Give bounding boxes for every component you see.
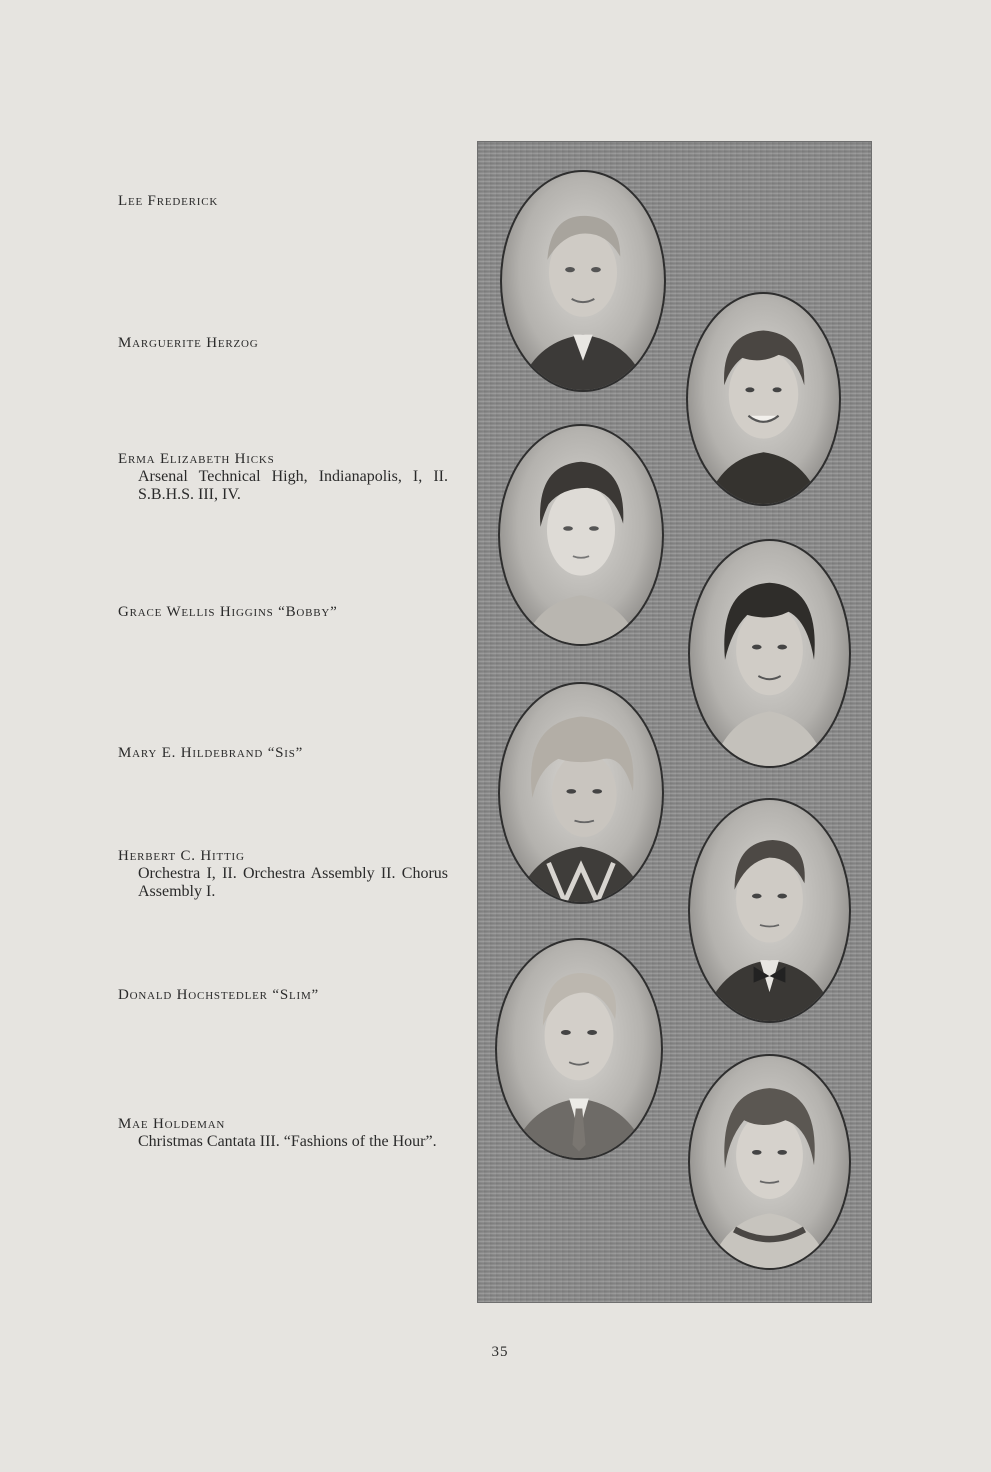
entry-grace-wellis-higgins [118,604,448,621]
portrait-mary-e-hildebrand [498,682,664,904]
student-activities: Orchestra I, II. Orchestra Assembly II. Chorus Assembly I. [138,865,448,900]
student-name: Donald Hochstedler “Slim” [118,987,319,1003]
entry-erma-elizabeth-hicks [118,451,448,504]
portrait-herbert-c-hittig [688,798,851,1023]
portrait-lee-frederick [500,170,666,392]
portrait-grace-wellis-higgins [688,539,851,768]
entry-lee-frederick [118,193,448,210]
student-name: Marguerite Herzog [118,335,259,351]
student-name: Mae Holdeman [118,1116,226,1132]
student-name: Mary E. Hildebrand “Sis” [118,745,304,761]
student-name: Lee Frederick [118,193,219,209]
page-number: 35 [491,1344,509,1360]
student-activities: Arsenal Technical High, Indianapolis, I, II. S.B.H.S. III, IV. [138,468,448,503]
entry-mary-e-hildebrand [118,745,448,762]
entry-marguerite-herzog [118,335,448,352]
portrait-mae-holdeman [688,1054,851,1270]
portrait-donald-hochstedler [495,938,663,1160]
entry-mae-holdeman [118,1116,448,1151]
student-activities: Christmas Cantata III. “Fashions of the Hour”. [138,1133,437,1150]
student-name: Herbert C. Hittig [118,848,245,864]
student-name: Erma Elizabeth Hicks [118,451,275,467]
entry-donald-hochstedler [118,987,448,1004]
portrait-panel [477,141,872,1303]
portrait-marguerite-herzog [686,292,841,506]
entry-herbert-c-hittig [118,848,448,901]
portrait-erma-elizabeth-hicks [498,424,664,646]
student-name: Grace Wellis Higgins “Bobby” [118,604,338,620]
